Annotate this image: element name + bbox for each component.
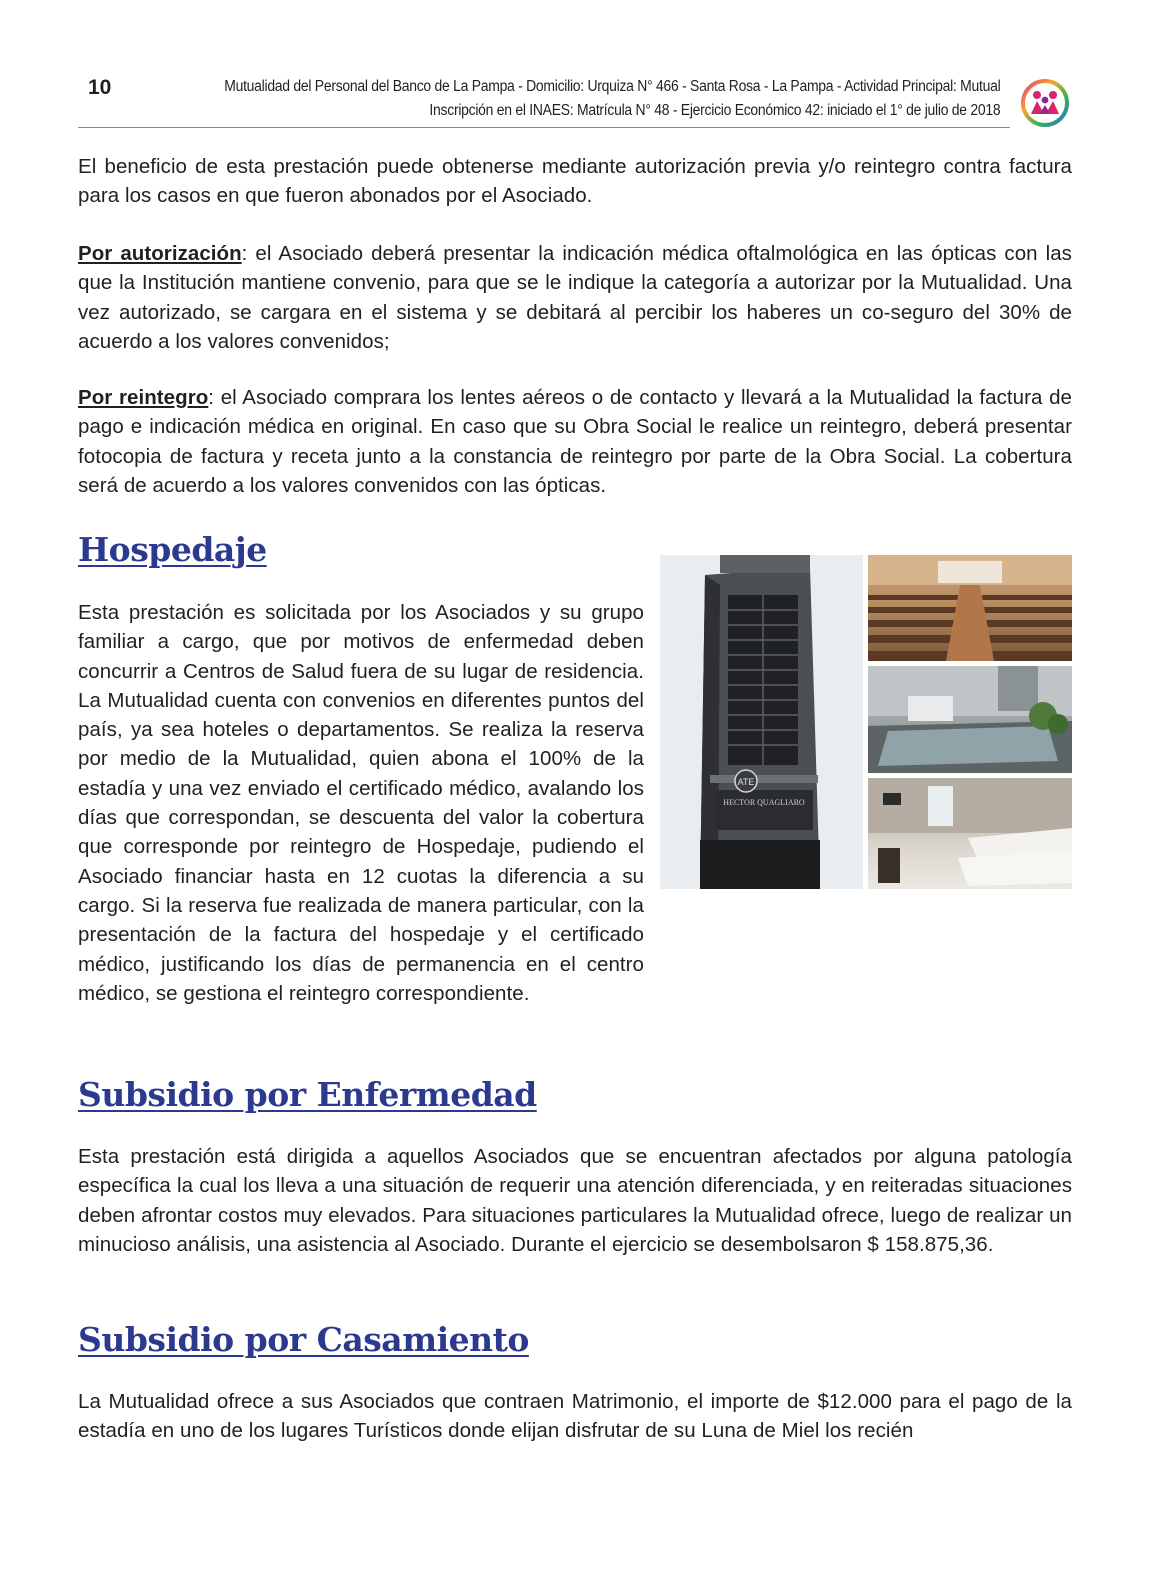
hospedaje-photo-collage (660, 555, 1072, 889)
autorizacion-lead: Por autorización (78, 242, 242, 265)
casamiento-paragraph (78, 1387, 1072, 1446)
building-illustration (660, 555, 863, 889)
reintegro-text: : el Asociado comprara los lentes aéreos o de contacto y llevará a la Mutualidad la factura de pago e indicación médica en original. En caso que su Obra Social le realice un reintegro, deberá presentar fotocopia de factura y receta junto a la constancia de reintegro por parte de la Obra Social. La cobertura será de acuerdo a los valores convenidos con las ópticas. (78, 386, 1072, 497)
enfermedad-text: Esta prestación está dirigida a aquellos Asociados que se encuentran afectados por alguna patología específica la cual los lleva a una situación de requerir una atención diferenciada, y en reiteradas situaciones deben afrontar costos muy elevados. Para situaciones particulares la Mutualidad ofrece, luego de realizar un minucioso análisis, una asistencia al Asociado. Durante el ejercicio se desembolsaron $ 158.875,36. (78, 1145, 1072, 1256)
header-line-2: Inscripción en el INAES: Matrícula N° 48 - Ejercicio Económico 42: iniciado el 1° de julio de 2018 (429, 102, 1000, 119)
reintegro-paragraph (78, 383, 1072, 500)
hospedaje-title: Hospedaje (78, 530, 267, 569)
building-sign: HECTOR QUAGLIARO (723, 798, 805, 807)
page-number: 10 (88, 76, 112, 99)
building-photo (660, 555, 863, 889)
casamiento-text: La Mutualidad ofrece a sus Asociados que contraen Matrimonio, el importe de $12.000 para el pago de la estadía en uno de los lugares Turísticos donde elijan disfrutar de su Luna de Miel los recién (78, 1390, 1072, 1443)
enfermedad-title: Subsidio por Enfermedad (78, 1075, 537, 1114)
reintegro-lead: Por reintegro (78, 386, 209, 409)
auditorium-photo (868, 555, 1072, 661)
page-header (78, 72, 1010, 128)
autorizacion-paragraph (78, 239, 1072, 356)
hospedaje-text: Esta prestación es solicitada por los Asociados y su grupo familiar a cargo, que por motivos de enfermedad deben concurrir a Centros de Salud fuera de su lugar de residencia. La Mutualidad cuenta con convenios en diferentes puntos del país, ya sea hoteles o departamentos. Se realiza la reserva por medio de la Mutualidad, quien abona el 100% de la estadía y una vez enviado el certificado médico, avalando los días que correspondan, se descuenta del valor la cobertura que corresponde por reintegro de Hospedaje, pudiendo el Asociado financiar hasta en 12 cuotas la diferencia a su cargo. Si la reserva fue realizada de manera particular, con la presentación de la factura del hospedaje y el certificado médico, justificando los días de permanencia en el centro médico, se gestiona el reintegro correspondiente. (78, 601, 644, 1005)
intro-paragraph (78, 152, 1072, 211)
mutual-logo-icon (1020, 78, 1070, 128)
enfermedad-paragraph (78, 1142, 1072, 1259)
svg-text:ATE: ATE (737, 777, 755, 787)
hotel-room-photo (868, 778, 1072, 889)
autorizacion-text: : el Asociado deberá presentar la indicación médica oftalmológica en las ópticas con las que la Institución mantiene convenio, para que se le indique la categoría a autorizar por la Mutualidad. Una vez autorizado, se cargara en el sistema y se debitará al percibir los haberes un co-seguro del 30% de acuerdo a los valores convenidos; (78, 242, 1072, 353)
header-line-1: Mutualidad del Personal del Banco de La Pampa - Domicilio: Urquiza N° 466 - Santa Rosa - La Pampa - Actividad Principal: Mutual (223, 78, 1000, 95)
pool-photo (868, 666, 1072, 773)
intro-text: El beneficio de esta prestación puede obtenerse mediante autorización previa y/o reintegro contra factura para los casos en que fueron abonados por el Asociado. (78, 155, 1072, 208)
casamiento-title: Subsidio por Casamiento (78, 1320, 529, 1359)
